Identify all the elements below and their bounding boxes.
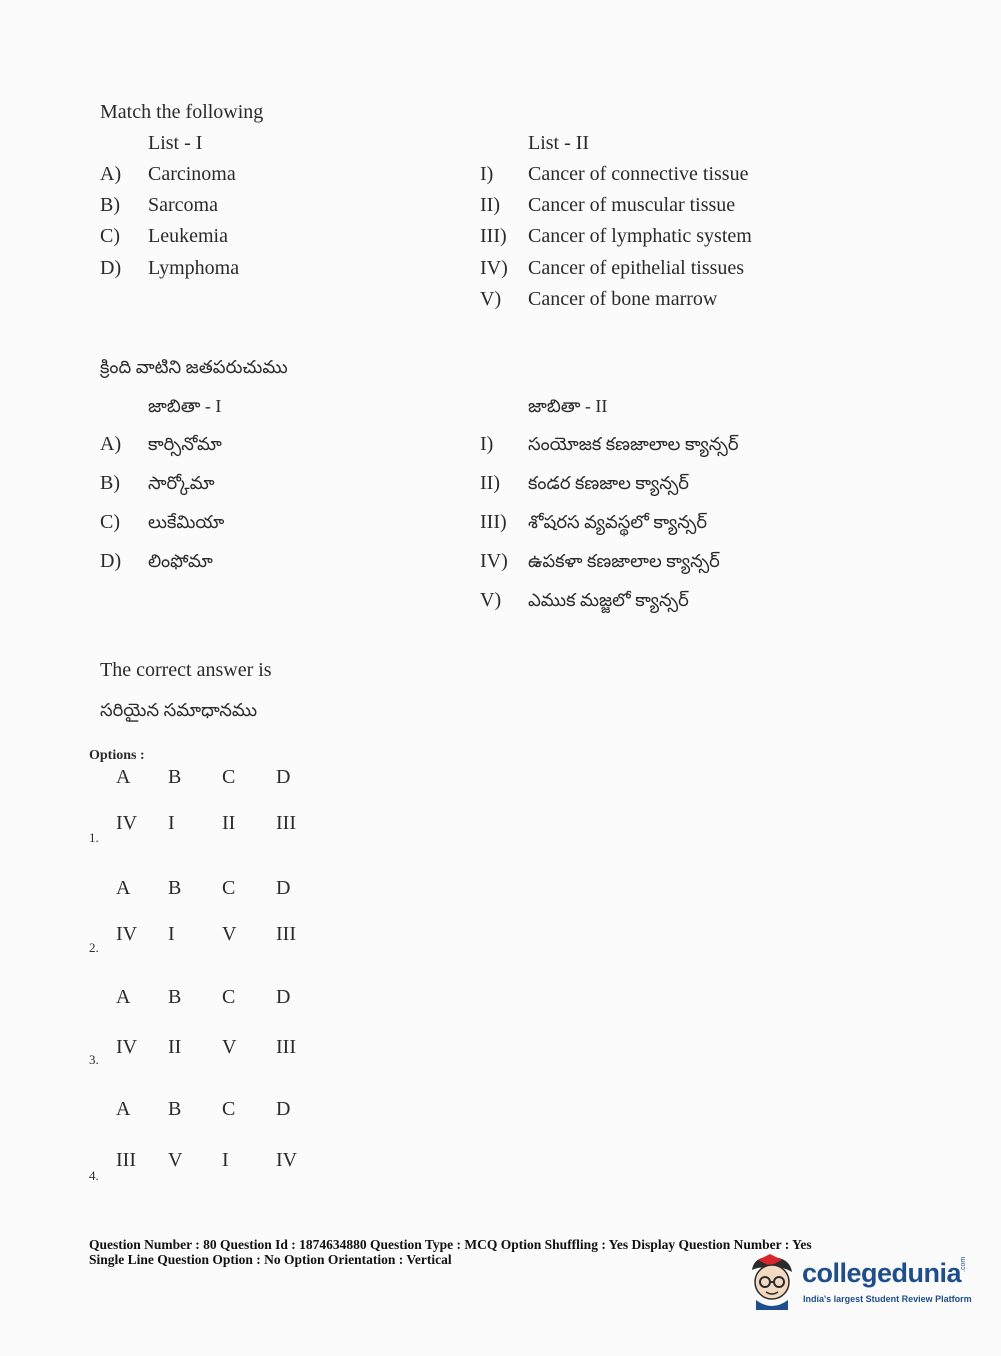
option-value: III — [276, 923, 296, 945]
logo-tagline: India's largest Student Review Platform — [803, 1294, 972, 1304]
list1-item: Lymphoma — [148, 257, 240, 279]
option-header: B — [168, 1098, 182, 1120]
list1-item: సార్కోమా — [148, 473, 215, 493]
option-header: A — [116, 877, 131, 899]
option-value: II — [168, 1036, 182, 1058]
list2-key: II) — [480, 194, 500, 216]
list2-key: V) — [480, 288, 502, 310]
list1-key: B) — [100, 472, 120, 494]
option-value: I — [222, 1149, 229, 1171]
list2-item: Cancer of bone marrow — [528, 288, 718, 310]
list1-key: D) — [100, 257, 122, 279]
option-number[interactable]: 3. — [89, 1052, 99, 1067]
option-header: A — [116, 986, 131, 1008]
option-header: C — [222, 1098, 236, 1120]
list1-item: Sarcoma — [148, 194, 218, 216]
option-header: B — [168, 766, 182, 788]
option-header: D — [276, 1098, 291, 1120]
option-value: III — [116, 1149, 136, 1171]
option-header: C — [222, 986, 236, 1008]
list2-item: ఎముక మజ్జలో క్యాన్సర్ — [528, 590, 689, 610]
option-value: IV — [116, 923, 138, 945]
list1-title-en: List - I — [148, 132, 203, 154]
list2-key: IV) — [480, 550, 508, 572]
list1-key: C) — [100, 225, 120, 247]
question-instruction-te: క్రింది వాటిని జతపరుచుము — [100, 357, 288, 377]
option-value: III — [276, 812, 296, 834]
list2-item: కండర కణజాల క్యాన్సర్ — [528, 473, 689, 493]
option-header: D — [276, 766, 291, 788]
option-value: IV — [276, 1149, 298, 1171]
list2-item: Cancer of muscular tissue — [528, 194, 736, 216]
option-header: C — [222, 766, 236, 788]
option-value: V — [222, 923, 237, 945]
list2-key: IV) — [480, 257, 508, 279]
option-value: I — [168, 923, 175, 945]
question-instruction-en: Match the following — [100, 101, 264, 123]
list1-key: C) — [100, 511, 120, 533]
list2-item: సంయోజక కణజాలాల క్యాన్సర్ — [528, 434, 739, 454]
answer-prompt-en: The correct answer is — [100, 659, 272, 681]
option-header: A — [116, 1098, 131, 1120]
list1-key: D) — [100, 550, 122, 572]
list2-key: V) — [480, 589, 502, 611]
list1-item: లుకేమియా — [148, 512, 225, 532]
list2-item: శోషరస వ్యవస్థలో క్యాన్సర్ — [528, 512, 708, 532]
list2-key: III) — [480, 511, 507, 533]
list2-key: I) — [480, 163, 494, 185]
collegedunia-logo[interactable] — [742, 1252, 972, 1314]
logo-wordmark: collegedunia — [802, 1258, 962, 1288]
option-value: III — [276, 1036, 296, 1058]
list2-title-te: జాబితా - II — [528, 396, 608, 416]
list2-key: II) — [480, 472, 500, 494]
option-value: V — [222, 1036, 237, 1058]
option-value: IV — [116, 1036, 138, 1058]
list2-item: Cancer of lymphatic system — [528, 225, 752, 247]
option-value: V — [168, 1149, 183, 1171]
option-number[interactable]: 2. — [89, 940, 99, 955]
list1-item: లింఫోమా — [148, 551, 213, 571]
option-value: II — [222, 812, 236, 834]
question-meta-line2: Single Line Question Option : No Option Orientation : Vertical — [89, 1252, 452, 1267]
list2-key: I) — [480, 433, 494, 455]
option-number[interactable]: 1. — [89, 830, 99, 845]
question-meta-line1: Question Number : 80 Question Id : 1874634880 Question Type : MCQ Option Shuffling : Yes Display Question Number : Yes — [89, 1237, 812, 1252]
option-header: B — [168, 877, 182, 899]
option-header: B — [168, 986, 182, 1008]
option-header: D — [276, 877, 291, 899]
options-label: Options : — [89, 748, 145, 763]
list1-key: A) — [100, 163, 122, 185]
list1-item: కార్సినోమా — [148, 434, 222, 454]
answer-prompt-te: సరియైన సమాధానము — [100, 700, 258, 720]
list2-item: ఉపకళా కణజాలాల క్యాన్సర్ — [528, 551, 720, 571]
option-header: D — [276, 986, 291, 1008]
list2-item: Cancer of connective tissue — [528, 163, 749, 185]
option-value: IV — [116, 812, 138, 834]
list1-key: A) — [100, 433, 122, 455]
option-header: C — [222, 877, 236, 899]
list2-item: Cancer of epithelial tissues — [528, 257, 745, 279]
logo-suffix: .com — [960, 1256, 967, 1272]
option-number[interactable]: 4. — [89, 1168, 99, 1183]
list1-item: Carcinoma — [148, 163, 236, 185]
list2-title-en: List - II — [528, 132, 590, 154]
list2-key: III) — [480, 225, 507, 247]
list1-key: B) — [100, 194, 120, 216]
list1-title-te: జాబితా - I — [148, 396, 222, 416]
option-header: A — [116, 766, 131, 788]
option-value: I — [168, 812, 175, 834]
list1-item: Leukemia — [148, 225, 228, 247]
mascot-icon — [742, 1252, 800, 1312]
